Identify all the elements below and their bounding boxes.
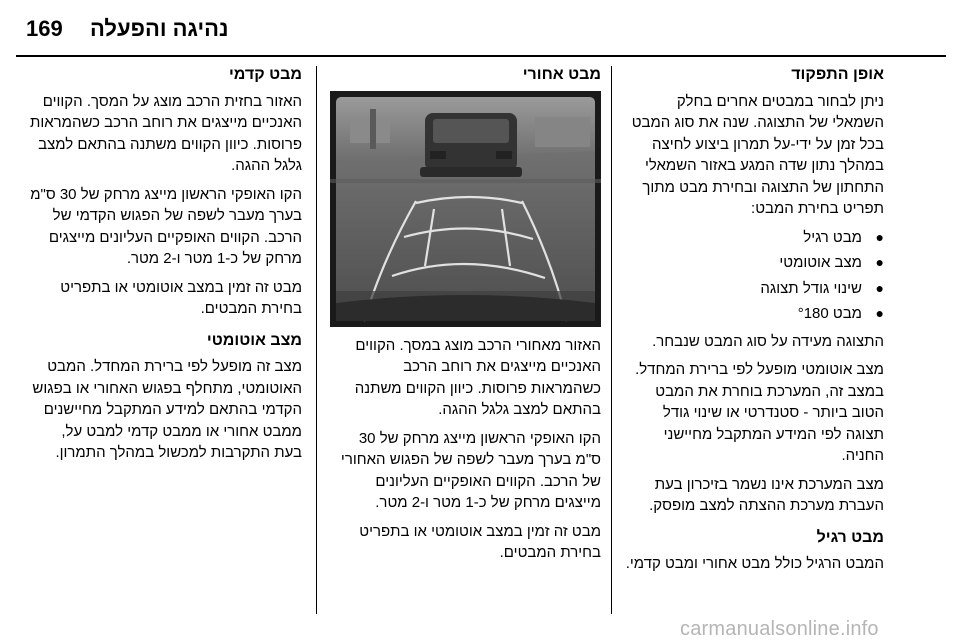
paragraph-indicated-view: התצוגה מעידה על סוג המבט שנבחר. [652,332,884,350]
list-item: ● שינוי גודל תצוגה [622,278,884,300]
paragraph-auto-default: מצב אוטומטי מופעל לפי ברירת המחדל. במצב זה, המערכת בוחרת את המבט הטוב ביותר - סטנדרטי או שינוי גודל תצוגה לפי המידע המתקבל מחיישני החניה. [635,361,884,464]
column-right [622,64,884,582]
paragraph-front-area: האזור בחזית הרכב מוצג על המסך. הקווים האנכיים מייצגים את רוחב הרכב כשהמראות פרוסות. כיוון הקווים משתנה בהתאם למצב גלגל ההגה. [29,92,302,174]
paragraph-standard-view: המבט הרגיל כולל מבט אחורי ומבט קדמי. [625,555,884,572]
page-number: 169 [26,16,63,41]
paragraph-not-saved: מצב המערכת אינו נשמר בזיכרון בעת העברת מערכת ההצתה למצב מופסק. [649,475,884,514]
heading-standard-view: מבט רגיל [816,528,884,546]
view-mode-list [622,227,884,325]
rear-camera-image [330,91,601,327]
heading-operation-modes: אופן התפקוד [791,66,884,83]
paragraph-front-availability: מבט זה זמין במצב אוטומטי או בתפריט בחירת המבטים. [60,278,302,317]
paragraph-rear-availability: מבט זה זמין במצב אוטומטי או בתפריט בחירת המבטים. [359,522,601,561]
intro-paragraph: ניתן לבחור במבטים אחרים בחלק השמאלי של התצוגה. שנה את סוג המבט בכל זמן על ידי-על תמרון ביצוע לחיצה במהלך נתון שדה המגע באזור השמאלי התחתון של התצוגה ובחירת מבט מתוך תפריט בחירת המבט: [631,92,884,217]
list-item: ● מצב אוטומטי [622,252,884,274]
column-left [30,64,302,471]
header-divider [16,55,946,57]
chapter-title: נהיגה והפעלה [90,16,229,41]
heading-automatic-mode: מצב אוטומטי [206,331,302,349]
paragraph-rear-distance: הקו האופקי הראשון מייצג מרחק של 30 ס"מ בערך מעבר לשפה של הפגוש האחורי של הרכב. הקווים האופקיים העליונים מייצגים מרחק של כ-1 מטר ו-2 מטר. [340,429,601,511]
heading-rear-view: מבט אחורי [522,66,601,83]
list-item: ● מבט °180 [622,303,884,325]
paragraph-front-distance: הקו האופקי הראשון מייצג מרחק של 30 ס"מ בערך מעבר לשפה של הפגוש הקדמי של הרכב. הקווים האופקיים העליונים מייצגים מרחק של כ-1 מטר ו-2 מטר. [30,185,302,267]
column-middle [330,64,601,571]
page-header [0,16,960,56]
column-divider [316,66,317,614]
paragraph-automatic-mode: מצב זה מופעל לפי ברירת המחדל. המבט האוטומטי, מתחלף בפגוש האחורי או בפגוש הקדמי בהתאם למידע המתקבל מחיישנים ממבט אחורי או ממבט קדמי למבט על, בעת התקרבות למכשול במהלך התמרון. [32,358,302,461]
heading-front-view: מבט קדמי [228,66,302,83]
paragraph-rear-area: האזור מאחורי הרכב מוצג במסך. הקווים האנכיים מייצגים את רוחב הרכב כשהמראות פרוסות. כיוון הקווים משתנה בהתאם למצב גלגל ההגה. [354,336,601,418]
list-item: ● מבט רגיל [622,227,884,249]
watermark: carmanualsonline.info [680,618,879,640]
column-divider [611,66,612,614]
